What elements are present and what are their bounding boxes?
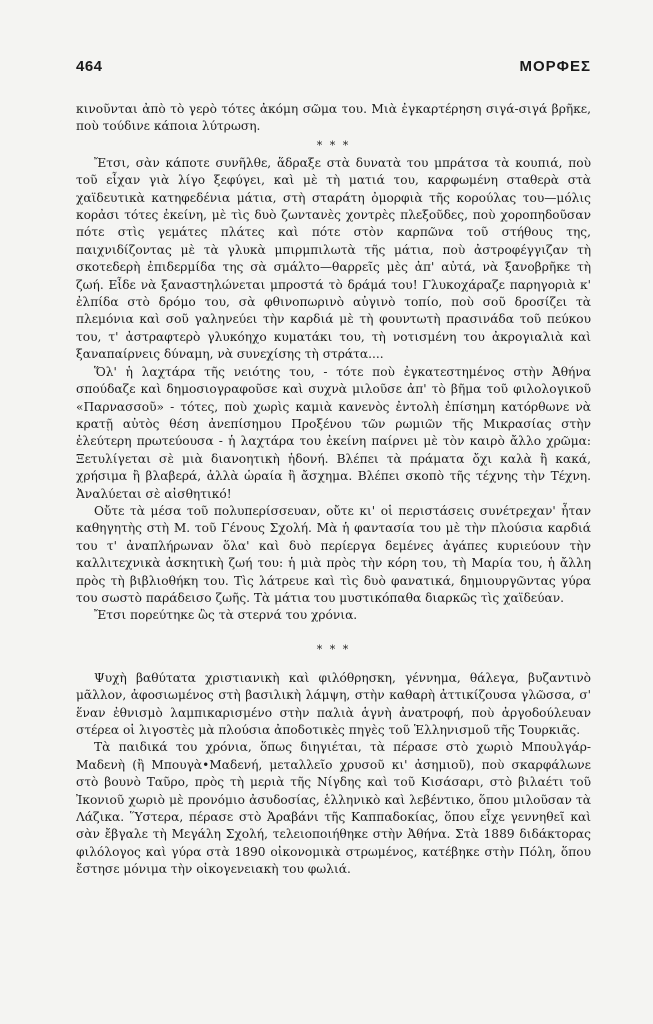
page-header bbox=[76, 58, 591, 75]
section-separator: * * * bbox=[316, 642, 351, 656]
paragraph: Ἔτσι, σὰν κάποτε συνῆλθε, ἅδραξε στὰ δυνατὰ του μπράτσα τὰ κουπιά, ποὺ τοῦ εἶχαν γιὰ λίγο ξεφύγει, καὶ μὲ τὴ ματιά του, καρφωμένη σταθερὰ στὰ χαϊδευτικὰ κατηφεδένια μάτια, στὴ σταράτη ὀμορφιὰ τῆς κορούλας του—μόλις κορἀσι τότες ἐκείνη, μὲ τὶς δυὸ ζωντανὲς χοντρὲς πλεξοῦδες, ποὺ χοροπηδοῦσαν πότε στὶς γεμάτες πλάτες καὶ πότε στὸν καρπῶνα τοῦ στήθους της, παιχνιδίζοντας μὲ τὰ γλυκὰ μπιρμπιλωτὰ τῆς μάτια, ποὺ ἀστροφέγγιζαν τὴ σκοτεδερὴ ἐπιδερμίδα της σὰ σμάλτο—θαρρεῖς μὲς ἀπ' αὐτά, νὰ ξανοβρῆκε τὴ ζωή. Εἶδε νὰ ξαναστηλώνεται μπροστά τὸ δράμά του! Γλυκοχάραζε παρηγοριὰ κ' ἐλπίδα στὸ δρόμο του, σὰ φθινοπωρινὸ αὐγινὸ τοπίο, ποὺ σοῦ δροσίζει τὰ πλεμόνια καὶ σοῦ γαληνεύει τὴν καρδιά μὲ τὴ φουντωτὴ πρασινάδα τοῦ πεύκου του, τ' ἀστραφτερὸ γλυκόηχο κυματάκι του, τὴ νοτισμένη του ἀκρογιαλιὰ καὶ ξαναπαίρνεις δύναμη, νὰ συνεχίσης τὴ στράτα.... bbox=[76, 155, 591, 362]
paragraph: Ὅλ' ἡ λαχτάρα τῆς νειότης του, - τότε ποὺ ἐγκατεστημένος στὴν Ἀθήνα σπούδαζε καὶ δημοσιογραφοῦσε καὶ συχνὰ μιλοῦσε ἀπ' τὸ βῆμα τοῦ φιλολογικοῦ «Παρνασσοῦ» - τότες, ποὺ χωρὶς καμιὰ κανενὸς ἐντολὴ ἐπίσημη κατόρθωνε νὰ κρατῇ αὐτὸς θέση ἀνεπίσημου Προξένου τῶν ρωμιῶν τῆς Μικρασίας στὴν ἐλεύτερη πρωτεύουσα - ἡ λαχτάρα του ἐκείνη παίρνει μὲ τὸν καιρὸ ἄλλο χρῶμα: Ξετυλίγεται σὲ μιὰ διανοητικὴ ἡδονή. Βλέπει τὰ πράματα ὄχι καλὰ ἢ κακά, χρήσιμα ἢ βλαβερά, ἀλλὰ ὡραία ἢ ἄσχημα. Βλέπει σκοπὸ τῆς τέχνης τὴν Τέχνη. Ἀναλύεται σὲ αἰσθητικό! bbox=[76, 364, 591, 501]
page-number: 464 bbox=[76, 58, 103, 75]
running-title: ΜΟΡΦΕΣ bbox=[519, 58, 591, 75]
paragraph: Ἔτσι πορεύτηκε ὣς τὰ στερνά του χρόνια. bbox=[94, 608, 358, 623]
paragraph: Ψυχὴ βαθύτατα χριστιανικὴ καὶ φιλόθρησκη, γέννημα, θάλεγα, βυζαντινὸ μᾶλλον, ἀφοσιωμένος στὴ βασιλικὴ λάμψη, στὴν καθαρὴ ἀττικίζουσα γλῶσσα, σ' ἕναν ἐθνισμὸ λαμπικαρισμένο στὴν παλιὰ ἁγνὴ ἀνατροφή, ποὺ ἀργοδούλευαν στέρεα οἱ λιγοστὲς μὰ πλούσια ἀποδοτικὲς πηγὲς τοῦ Ἑλληνισμοῦ τῆς Τουρκιᾶς. bbox=[76, 670, 591, 737]
section-separator: * * * bbox=[316, 138, 351, 152]
paragraph: Τὰ παιδικά του χρόνια, ὅπως διηγιέται, τὰ πέρασε στὸ χωριὸ Μπουλγάρ-Μαδενὴ (ἢ Μπουγὰ•Μαδενή, μεταλλεῖο χρυσοῦ κι' ἀσημιοῦ), ποὺ σκαρφάλωνε στὸ βουνὸ Ταῦρο, πρὸς τὴ μεριὰ τῆς Νίγδης καὶ τοῦ Κισάσαρι, στὸ βιλαέτι τοῦ Ἰκονιοῦ χωριὸ μὲ προνόμιο ἀσυδοσίας, ἑλληνικὸ καὶ λεβέντικο, ὅπου μιλοῦσαν τὰ Λάζικα. Ὕστερα, πέρασε στὸ Ἀραβάνι τῆς Καππαδοκίας, ὅπου εἶχε γεννηθεῖ καὶ σὰν ἔβγαλε τὴ Μεγάλη Σχολή, τελειοποιήθηκε στὴν Ἀθήνα. Στὰ 1889 διδάκτορας φιλόλογος καὶ γύρα στὰ 1890 οἰκονομικὰ στρωμένος, κατέβηκε στὴν Πόλη, ὅπου ἔστησε μόνιμα τὴν οἰκογενειακὴ του φωλιά. bbox=[76, 740, 591, 877]
paragraph-continued: κινοῦνται ἀπὸ τὸ γερὸ τότες ἀκόμη σῶμα του. Μιὰ ἐγκαρτέρηση σιγά-σιγά βρῆκε, ποὺ τούδινε κάποια λύτρωση. bbox=[76, 102, 591, 134]
paragraph: Οὔτε τὰ μέσα τοῦ πολυπερίσσευαν, οὔτε κι' οἱ περιστάσεις συνέτρεχαν' ἦταν καθηγητὴς στὴ Μ. τοῦ Γένους Σχολή. Μὰ ἡ φαντασία του μὲ τὴν πλούσια καρδιά του τ' ἀναπλήρωναν ὅλα' καὶ δυὸ περίεργα δεμένες ἀγάπες κυριεύουν τὴν καλλιτεχνικὰ ἀσκητικὴ ζωή του: ἡ μιὰ πρὸς τὴν κόρη του, τὴ Μαρία του, ἡ ἄλλη πρὸς τὴ βιβλιοθήκη του. Τὶς λάτρευε καὶ τὶς δυὸ φανατικά, δημιουργῶντας γύρα του σωστὸ παράδεισο ζωῆς. Τὰ μάτια του μυστικόπαθα διαρκῶς τὶς χαϊδεύαν. bbox=[76, 503, 591, 605]
